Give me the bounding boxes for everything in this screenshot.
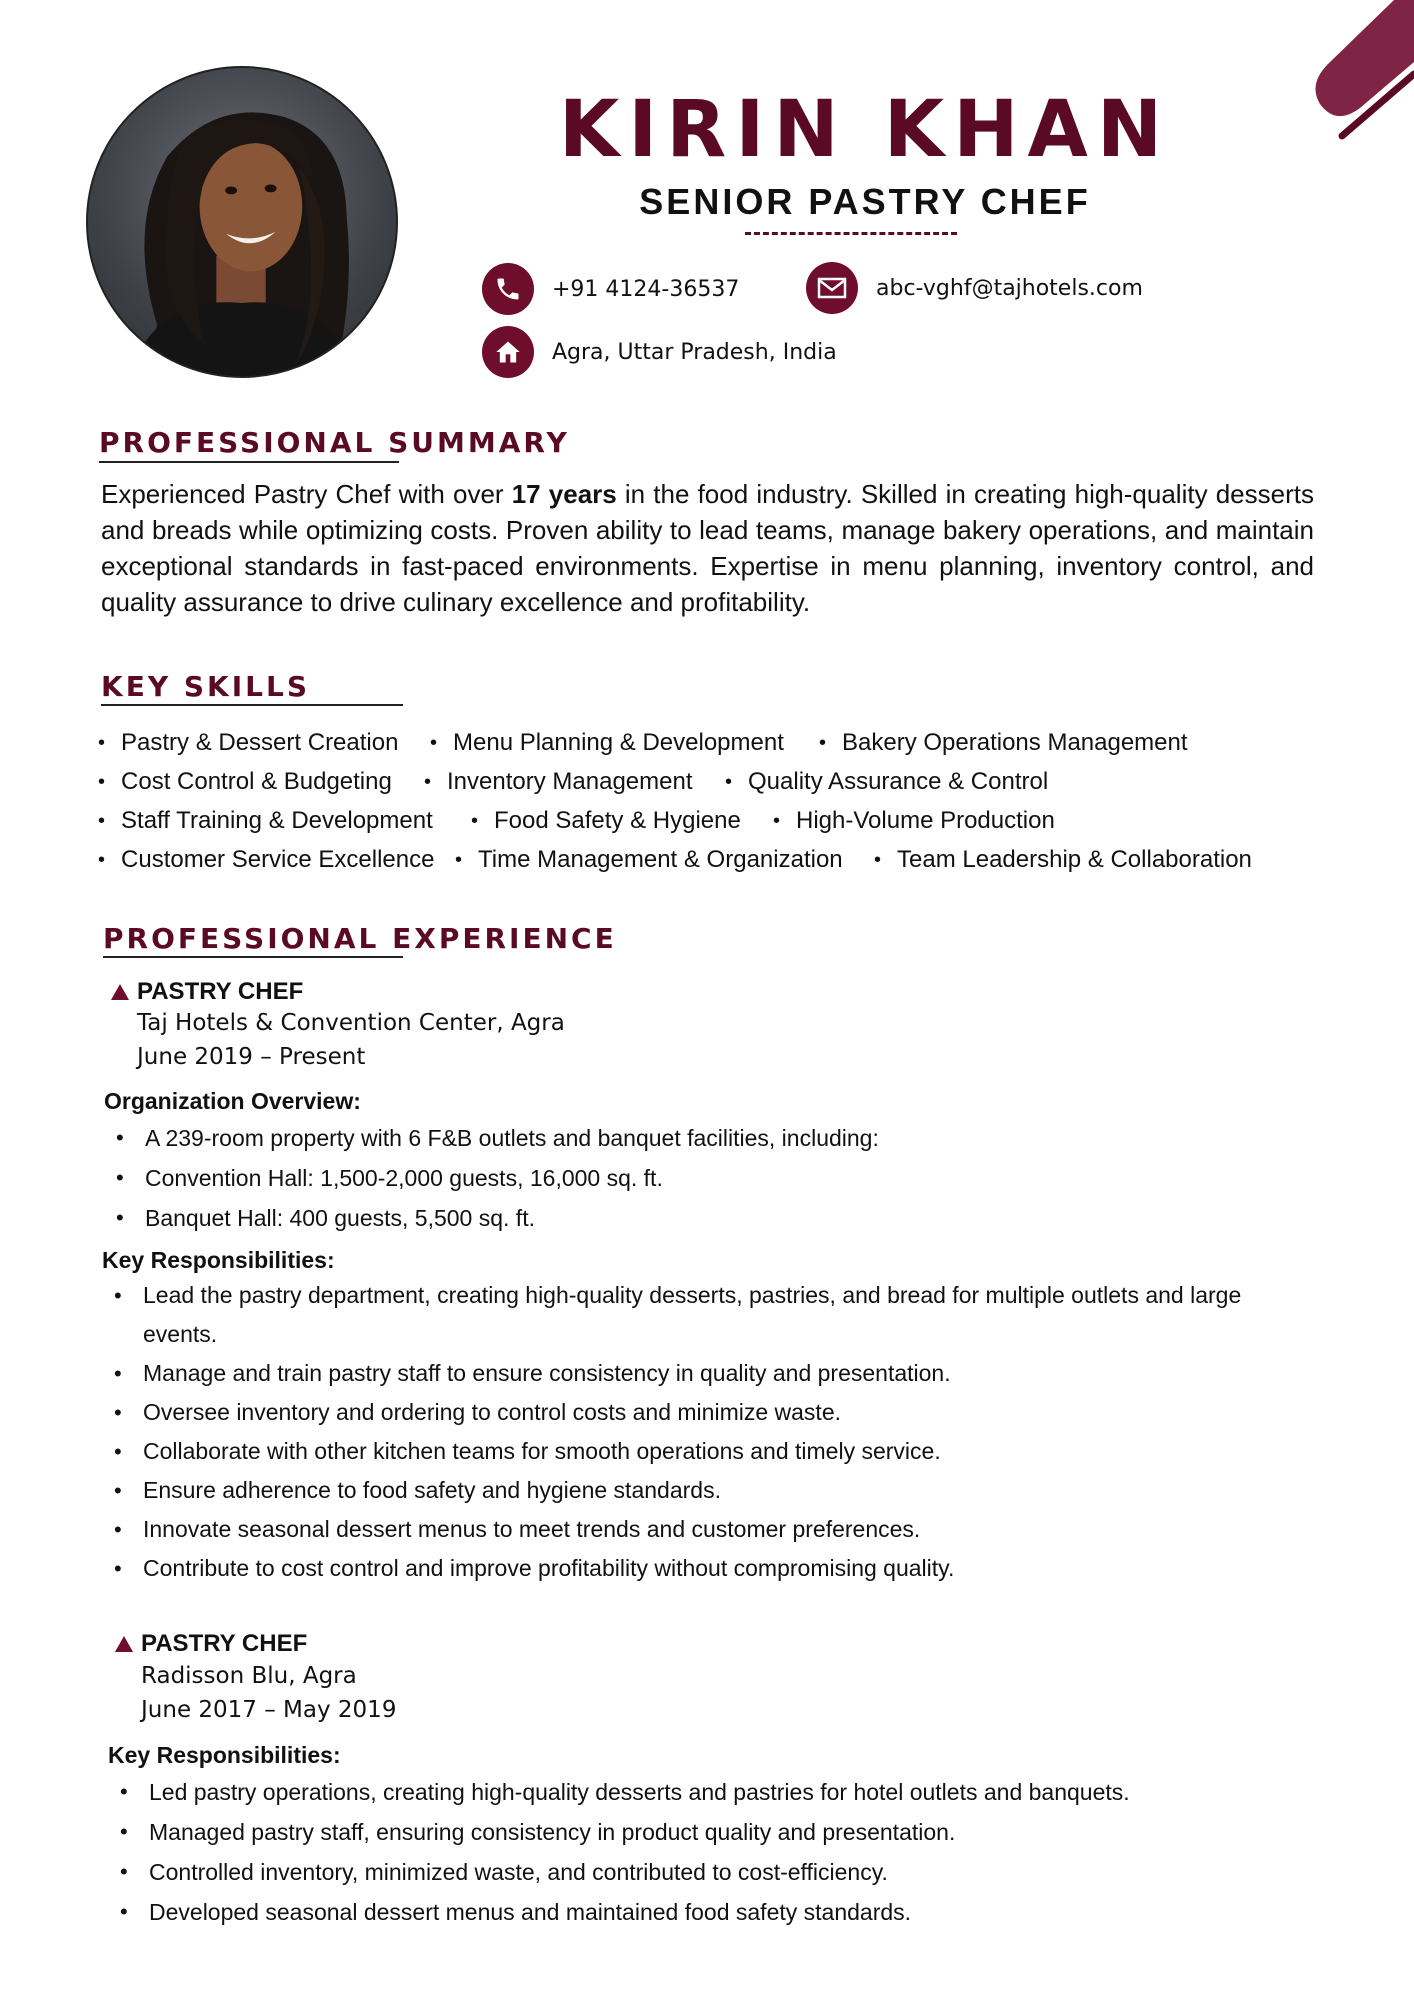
skill-label: Quality Assurance & Control — [748, 767, 1049, 795]
summary-text — [101, 476, 1314, 620]
skill-label: High-Volume Production — [796, 806, 1055, 834]
contact-phone — [482, 263, 739, 315]
bullet-dot: • — [874, 848, 882, 871]
bullet-dot: • — [98, 770, 106, 793]
skill-item — [471, 807, 773, 835]
skill-item — [773, 807, 1055, 835]
bullet-dot: • — [455, 848, 463, 871]
skill-item — [455, 846, 874, 874]
skill-label: Bakery Operations Management — [842, 728, 1188, 756]
job-2-company: Radisson Blu, Agra — [141, 1663, 357, 1689]
skill-item — [98, 768, 424, 796]
summary-text-part: Experienced Pastry Chef with over — [101, 479, 512, 509]
job-title: SENIOR PASTRY CHEF — [639, 181, 1091, 222]
skill-item — [98, 807, 471, 835]
phone-icon — [482, 263, 534, 315]
responsibility-item: • Manage and train pastry staff to ensure consistency in quality and presentation. — [114, 1354, 1274, 1393]
email-address: abc-vghf@tajhotels.com — [876, 275, 1143, 301]
corner-decoration — [1284, 0, 1414, 140]
responsibility-item: • Oversee inventory and ordering to control costs and minimize waste. — [114, 1393, 1274, 1432]
skills-list — [98, 723, 1348, 879]
skill-item — [98, 846, 455, 874]
job-2-dates: June 2017 – May 2019 — [141, 1697, 397, 1723]
responsibility-item: • Lead the pastry department, creating high-quality desserts, pastries, and bread for multiple outlets and large events. — [114, 1276, 1274, 1354]
responsibility-item: • Innovate seasonal dessert menus to meet trends and customer preferences. — [114, 1510, 1274, 1549]
skill-label: Pastry & Dessert Creation — [121, 728, 399, 756]
job-1-overview-heading: Organization Overview: — [104, 1088, 361, 1114]
bullet-dot: • — [773, 809, 781, 832]
skill-label: Menu Planning & Development — [453, 728, 784, 756]
responsibility-item: • Collaborate with other kitchen teams for smooth operations and timely service. — [114, 1432, 1274, 1471]
bullet-dot: • — [430, 731, 438, 754]
experience-heading-underline — [103, 956, 403, 958]
phone-number: +91 4124-36537 — [552, 276, 740, 302]
job-1-title — [111, 978, 303, 1006]
skills-row — [98, 723, 1348, 762]
skills-row — [98, 801, 1348, 840]
profile-photo — [86, 66, 398, 378]
summary-heading-underline — [99, 461, 399, 463]
envelope-icon — [806, 262, 858, 314]
job-1-dates: June 2019 – Present — [137, 1044, 366, 1070]
skills-heading-underline — [101, 704, 403, 706]
bullet-dot: • — [725, 770, 733, 793]
responsibility-item: • Managed pastry staff, ensuring consistency in product quality and presentation. — [120, 1812, 1300, 1852]
bullet-dot: • — [424, 770, 432, 793]
skill-label: Customer Service Excellence — [121, 845, 435, 873]
skill-label: Food Safety & Hygiene — [494, 806, 741, 834]
responsibility-item: • Led pastry operations, creating high-quality desserts and pastries for hotel outlets and banquets. — [120, 1772, 1300, 1812]
triangle-bullet-icon — [115, 1636, 133, 1652]
skill-item — [874, 846, 1252, 874]
bullet-dot: • — [819, 731, 827, 754]
job-2-responsibilities — [120, 1772, 1300, 1932]
job-1-overview-list — [116, 1118, 1296, 1238]
skill-item — [430, 729, 819, 757]
contact-email — [806, 262, 1143, 314]
skill-label: Staff Training & Development — [121, 806, 433, 834]
skills-heading: KEY SKILLS — [101, 670, 310, 703]
summary-years: 17 years — [511, 479, 617, 509]
skill-label: Team Leadership & Collaboration — [897, 845, 1252, 873]
responsibility-item: • Ensure adherence to food safety and hygiene standards. — [114, 1471, 1274, 1510]
triangle-bullet-icon — [111, 984, 129, 1000]
skills-row — [98, 840, 1348, 879]
bullet-dot: • — [98, 848, 106, 871]
bullet-dot: • — [471, 809, 479, 832]
skill-label: Inventory Management — [447, 767, 693, 795]
skill-item — [725, 768, 1048, 796]
responsibility-item: • Contribute to cost control and improve profitability without compromising quality. — [114, 1549, 1274, 1588]
bullet-dot: • — [98, 731, 106, 754]
job-2-resp-heading: Key Responsibilities: — [108, 1742, 341, 1768]
overview-item: • Convention Hall: 1,500-2,000 guests, 16,000 sq. ft. — [116, 1158, 1296, 1198]
address: Agra, Uttar Pradesh, India — [552, 339, 837, 365]
skill-item — [98, 729, 430, 757]
responsibility-item: • Controlled inventory, minimized waste, and contributed to cost-efficiency. — [120, 1852, 1300, 1892]
job-2-title — [115, 1630, 307, 1658]
skill-item — [819, 729, 1188, 757]
responsibility-item: • Developed seasonal dessert menus and maintained food safety standards. — [120, 1892, 1300, 1932]
summary-heading: PROFESSIONAL SUMMARY — [99, 426, 570, 459]
job-1-company: Taj Hotels & Convention Center, Agra — [137, 1010, 565, 1036]
candidate-name: KIRIN KHAN — [558, 85, 1172, 175]
title-divider — [745, 232, 957, 235]
job-2-title-text: PASTRY CHEF — [141, 1630, 308, 1657]
home-icon — [482, 326, 534, 378]
skill-label: Cost Control & Budgeting — [121, 767, 392, 795]
overview-item: • A 239-room property with 6 F&B outlets and banquet facilities, including: — [116, 1118, 1296, 1158]
skill-label: Time Management & Organization — [478, 845, 843, 873]
job-1-responsibilities — [114, 1276, 1274, 1588]
contact-address — [482, 326, 837, 378]
bullet-dot: • — [98, 809, 106, 832]
skill-item — [424, 768, 725, 796]
skills-row — [98, 762, 1348, 801]
job-1-title-text: PASTRY CHEF — [137, 978, 304, 1005]
experience-heading: PROFESSIONAL EXPERIENCE — [103, 922, 617, 955]
summary-text-part: in the food industry. Skilled in creating high-quality desserts and breads while optimizing costs. Proven ability to lead teams, manage bakery operations, and maintain exceptional standards in fast-paced environments. Expertise in menu planning, inventory control, and quality assurance to drive culinary excellence and profitability. — [101, 479, 1314, 617]
job-1-resp-heading: Key Responsibilities: — [102, 1247, 335, 1273]
overview-item: • Banquet Hall: 400 guests, 5,500 sq. ft. — [116, 1198, 1296, 1238]
